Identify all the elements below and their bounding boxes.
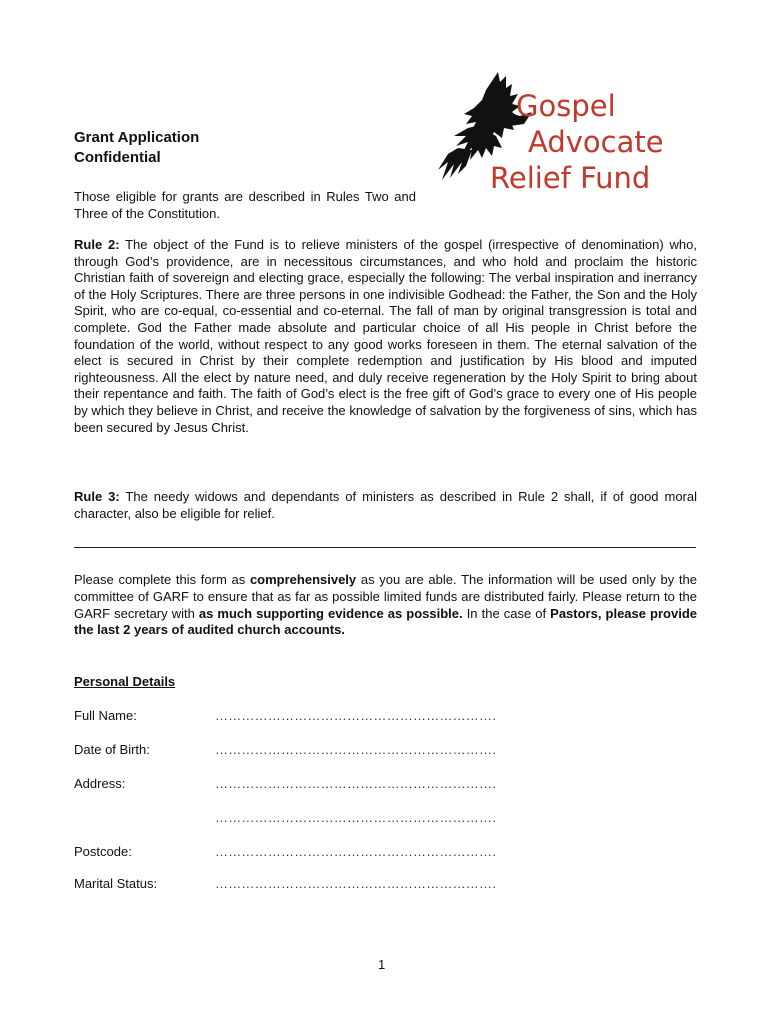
address-input-line-1[interactable]: ………………………………………………………. (215, 776, 497, 791)
rule-2-label: Rule 2: (74, 237, 120, 252)
rule-2-paragraph (74, 237, 697, 436)
logo-line-1: Gospel (516, 89, 616, 123)
instructions-text-1: Please complete this form as (74, 572, 250, 587)
full-name-input[interactable]: ………………………………………………………. (215, 708, 497, 723)
marital-status-input[interactable]: ………………………………………………………. (215, 876, 497, 891)
page-number: 1 (378, 957, 386, 972)
postcode-input[interactable]: ………………………………………………………. (215, 844, 497, 859)
rule-3-label: Rule 3: (74, 489, 120, 504)
address-label: Address: (74, 776, 126, 791)
full-name-label: Full Name: (74, 708, 137, 723)
section-divider (74, 547, 696, 548)
instructions-bold-2: as much supporting evidence as possible. (198, 605, 463, 621)
rule-2-text: The object of the Fund is to relieve ministers of the gospel (irrespective of denomination) who, through God’s providence, are in necessitous circumstances, and who hold and proclaim the historic Christian faith of sovereign and electing grace, especially the following: The verbal inspiration and inerrancy of the Holy Scriptures. There are three persons in one indivisible Godhead: the Father, the Son and the Holy Spirit, who are co-equal, co-essential and co-eternal. The fall of man by original transgression is total and complete. God the Father made absolute and particular choice of all His people in Christ before the foundation of the world, without respect to any good works foreseen in them. The eternal salvation of the elect is secured in Christ by their complete redemption and justification by His blood and imputed righteousness. All the elect by nature need, and duly receive regeneration by the Holy Spirit to bring about their repentance and faith. The faith of God’s elect is the free gift of God’s grace to every one of His people by which they believe in Christ, and receive the knowledge of salvation by the forgiveness of sins, which has been secured by Jesus Christ. (74, 237, 697, 435)
instructions-text-3: In the case of (462, 605, 551, 621)
title-line-1: Grant Application (74, 129, 200, 146)
logo-line-2: Advocate (528, 125, 664, 159)
date-of-birth-input[interactable]: ………………………………………………………. (215, 742, 497, 757)
rule-3-text: The needy widows and dependants of ministers as described in Rule 2 shall, if of good moral character, also be eligible for relief. (74, 489, 698, 521)
date-of-birth-label: Date of Birth: (74, 742, 150, 757)
intro-paragraph: Those eligible for grants are described in Rules Two and Three of the Constitution. (74, 189, 416, 221)
logo-line-3: Relief Fund (490, 161, 651, 195)
personal-details-heading: Personal Details (74, 674, 176, 689)
postcode-label: Postcode: (74, 844, 132, 859)
instructions-bold-3: Pastors, please provide the last 2 years of audited church accounts. (74, 605, 698, 638)
instructions-paragraph (74, 572, 697, 639)
instructions-bold-1: comprehensively (249, 572, 357, 587)
fund-logo (436, 70, 706, 200)
address-input-line-2[interactable]: ………………………………………………………. (215, 810, 497, 825)
instructions-text-2: as you are able. The information will be used only by the committee of GARF to ensure that as far as possible limited funds are distributed fairly. Please return to the GARF secretary with (74, 572, 697, 621)
rule-3-paragraph (74, 489, 697, 522)
title-line-2: Confidential (74, 149, 161, 166)
document-title (74, 128, 199, 168)
logo-wordmark (490, 88, 664, 196)
marital-status-label: Marital Status: (74, 876, 158, 891)
